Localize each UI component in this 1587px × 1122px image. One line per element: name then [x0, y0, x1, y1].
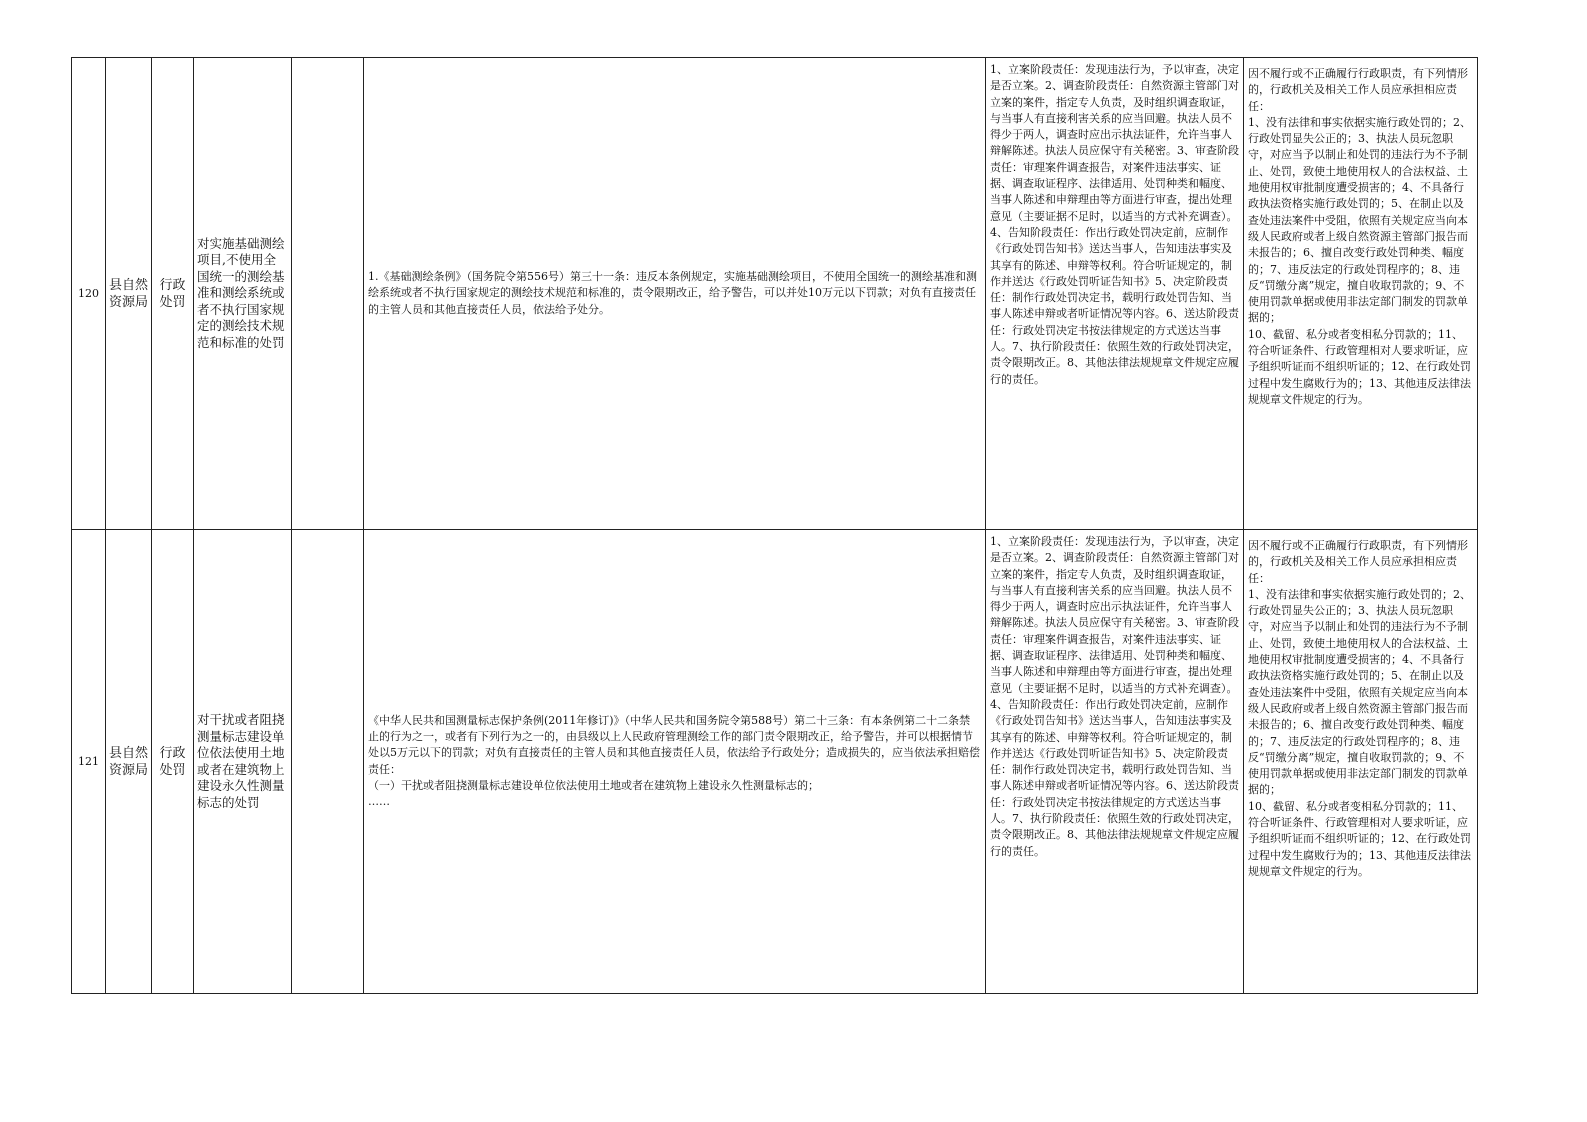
- legal-basis-text: 《中华人民共和国测量标志保护条例(2011年修订)》（中华人民共和国务院令第588号）第二十三条：有本条例第二十二条禁止的行为之一，或者有下列行为之一的，由县级以上人民政府管理测绘工作的部门责令限期改正，给予警告，并可以根据情节处以5万元以下的罚款；对负有直接责任的主管人员和其他直接责任人员，依法给予行政处分；造成损失的，应当依法承担赔偿责任： （一）干扰或者阻挠测量标志建设单位依法使用土地或者在建筑物上建设永久性测量标志的；: [368, 713, 980, 792]
- power-list-table: [71, 57, 1478, 994]
- department-cell: 县自然资源局: [106, 530, 152, 994]
- power-type-cell: 行政处罚: [152, 530, 194, 994]
- responsibility-cell: [986, 530, 1244, 994]
- power-type-cell: 行政处罚: [152, 58, 194, 530]
- legal-basis-cell: [364, 530, 986, 994]
- legal-basis-ellipsis: ……: [368, 795, 390, 809]
- legal-basis-text: 1.《基础测绘条例》（国务院令第556号）第三十一条：违反本条例规定，实施基础测绘项目，不使用全国统一的测绘基准和测绘系统或者不执行国家规定的测绘技术规范和标准的，责令限期改正，给予警告，可以并处10万元以下罚款；对负有直接责任的主管人员和其他直接责任人员，依法给予处分。: [368, 270, 977, 316]
- empty-cell: [292, 530, 364, 994]
- empty-cell: [292, 58, 364, 530]
- power-item-cell: 对干扰或者阻挠测量标志建设单位依法使用土地或者在建筑物上建设永久性测量标志的处罚: [194, 530, 292, 994]
- legal-basis-cell: [364, 58, 986, 530]
- table-row: [72, 530, 1478, 994]
- table-row: [72, 58, 1478, 530]
- responsibility-text: 1、立案阶段责任：发现违法行为，予以审查，决定是否立案。2、调查阶段责任：自然资源主管部门对立案的案件，指定专人负责，及时组织调查取证，与当事人有直接利害关系的应当回避。执法人员不得少于两人，调查时应出示执法证件，允许当事人辩解陈述。执法人员应保守有关秘密。3、审查阶段责任：审理案件调查报告，对案件违法事实、证据、调查取证程序、法律适用、处罚种类和幅度、当事人陈述和申辩理由等方面进行审查，提出处理意见（主要证据不足时，以适当的方式补充调查）。4、告知阶段责任：作出行政处罚决定前，应制作《行政处罚告知书》送达当事人，告知违法事实及其享有的陈述、申辩等权利。符合听证规定的，制作并送达《行政处罚听证告知书》5、决定阶段责任：制作行政处罚决定书，载明行政处罚告知、当事人陈述申辩或者听证情况等内容。6、送达阶段责任：行政处罚决定书按法律规定的方式送达当事人。7、执行阶段责任：依照生效的行政处罚决定，责令限期改正。8、其他法律法规规章文件规定应履行的责任。: [990, 63, 1239, 386]
- responsibility-cell: [986, 58, 1244, 530]
- power-item-cell: 对实施基础测绘项目,不使用全国统一的测绘基准和测绘系统或者不执行国家规定的测绘技术规范和标准的处罚: [194, 58, 292, 530]
- accountability-cell: [1244, 530, 1478, 994]
- department-cell: 县自然资源局: [106, 58, 152, 530]
- accountability-text: 因不履行或不正确履行行政职责，有下列情形的，行政机关及相关工作人员应承担相应责任： 1、没有法律和事实依据实施行政处罚的；2、行政处罚显失公正的；3、执法人员玩忽职守，对应当予以制止和处罚的违法行为不予制止、处罚，致使土地使用权人的合法权益、土地使用权审批制度遭受损害的；4、不具备行政执法资格实施行政处罚的；5、在制止以及查处违法案件中受阻，依照有关规定应当向本级人民政府或者上级自然资源主管部门报告而未报告的；6、擅自改变行政处罚种类、幅度的；7、违反法定的行政处罚程序的；8、违反“罚缴分离”规定，擅自收取罚款的；9、不使用罚款单据或使用非法定部门制发的罚款单据的； 10、截留、私分或者变相私分罚款的；11、符合听证条件、行政管理相对人要求听证，应予组织听证而不组织听证的；12、在行政处罚过程中发生腐败行为的；13、其他违反法律法规规章文件规定的行为。: [1248, 67, 1471, 406]
- row-number: 121: [72, 530, 106, 994]
- row-number: 120: [72, 58, 106, 530]
- accountability-text: 因不履行或不正确履行行政职责，有下列情形的，行政机关及相关工作人员应承担相应责任： 1、没有法律和事实依据实施行政处罚的；2、行政处罚显失公正的；3、执法人员玩忽职守，对应当予以制止和处罚的违法行为不予制止、处罚，致使土地使用权人的合法权益、土地使用权审批制度遭受损害的；4、不具备行政执法资格实施行政处罚的；5、在制止以及查处违法案件中受阻，依照有关规定应当向本级人民政府或者上级自然资源主管部门报告而未报告的；6、擅自改变行政处罚种类、幅度的；7、违反法定的行政处罚程序的；8、违反“罚缴分离”规定，擅自收取罚款的；9、不使用罚款单据或使用非法定部门制发的罚款单据的； 10、截留、私分或者变相私分罚款的；11、符合听证条件、行政管理相对人要求听证，应予组织听证而不组织听证的；12、在行政处罚过程中发生腐败行为的；13、其他违反法律法规规章文件规定的行为。: [1248, 539, 1471, 878]
- responsibility-text: 1、立案阶段责任：发现违法行为，予以审查，决定是否立案。2、调查阶段责任：自然资源主管部门对立案的案件，指定专人负责，及时组织调查取证，与当事人有直接利害关系的应当回避。执法人员不得少于两人，调查时应出示执法证件，允许当事人辩解陈述。执法人员应保守有关秘密。3、审查阶段责任：审理案件调查报告，对案件违法事实、证据、调查取证程序、法律适用、处罚种类和幅度、当事人陈述和申辩理由等方面进行审查，提出处理意见（主要证据不足时，以适当的方式补充调查）。4、告知阶段责任：作出行政处罚决定前，应制作《行政处罚告知书》送达当事人，告知违法事实及其享有的陈述、申辩等权利。符合听证规定的，制作并送达《行政处罚听证告知书》5、决定阶段责任：制作行政处罚决定书，载明行政处罚告知、当事人陈述申辩或者听证情况等内容。6、送达阶段责任：行政处罚决定书按法律规定的方式送达当事人。7、执行阶段责任：依照生效的行政处罚决定，责令限期改正。8、其他法律法规规章文件规定应履行的责任。: [990, 535, 1239, 858]
- accountability-cell: [1244, 58, 1478, 530]
